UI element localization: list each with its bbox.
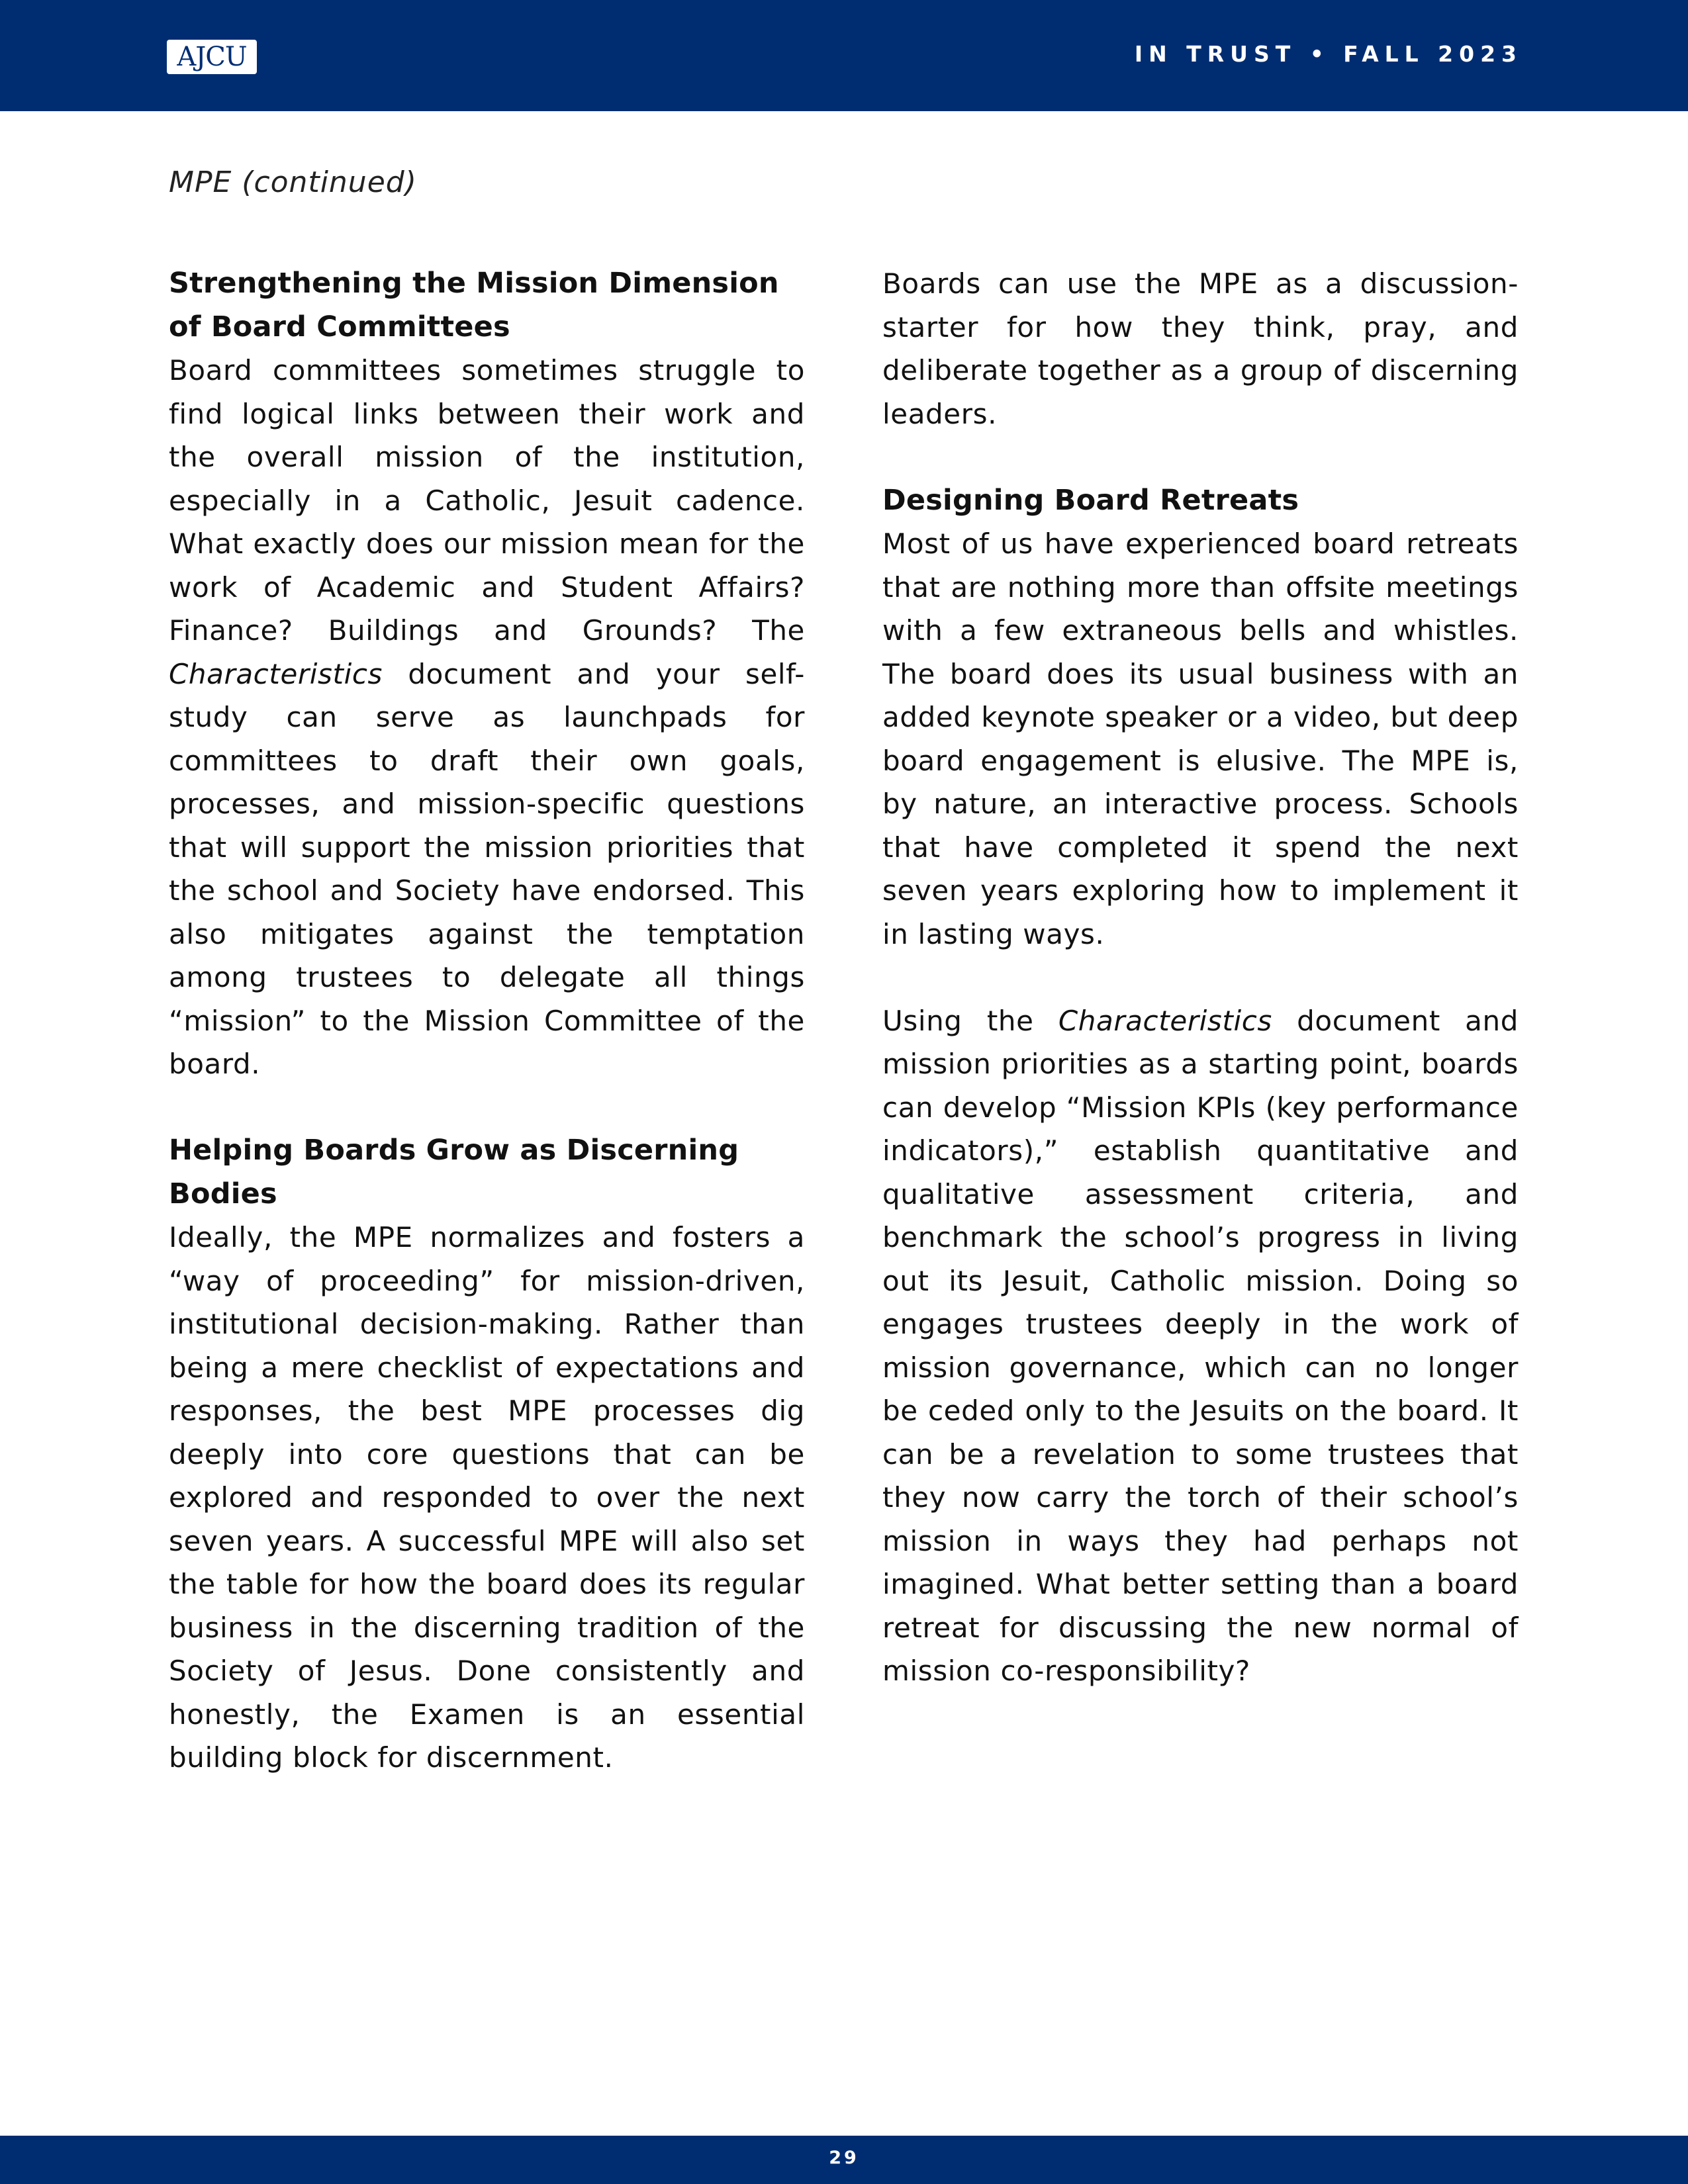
italic-title: Characteristics (1058, 1004, 1272, 1037)
body-paragraph: Ideally, the MPE normalizes and fosters a “way of proceeding” for mission-driven, institutional decision-making. Rather than being a mere checklist of expectations and responses, the best MPE processes dig deeply into core questions that can be explored and responded to over the next seven years. A successful MPE will also set the table for how the board does its regular business in the discerning tradition of the Society of Jesus. Done consistently and honestly, the Examen is an essential building block for discernment. (169, 1221, 805, 1774)
section-heading: Strengthening the Mission Dimension of Board Committees (169, 267, 779, 343)
text: Board committees sometimes struggle to find logical links between their work and the overall mission of the institution, especially in a Catholic, Jesuit cadence. What exactly does our mission mean for the work of Academic and Student Affairs? Finance? Buildings and Grounds? The (169, 354, 805, 647)
body-paragraph (169, 349, 805, 1086)
ajcu-logo (167, 40, 257, 74)
section-kicker: MPE (continued) (169, 165, 417, 199)
section-heading: Designing Board Retreats (882, 483, 1299, 517)
text: document and mission priorities as a starting point, boards can develop “Mission KPIs (key performance indicators),” establish quantitative and qualitative assessment criteria, and benchmark the school’s progress in living out its Jesuit, Catholic mission. Doing so engages trustees deeply in the work of mission governance, which can no longer be ceded only to the Jesuits on the board. It can be a revelation to some trustees that they now carry the torch of their school’s mission in ways they had perhaps not imagined. What better setting than a board retreat for discussing the new normal of mission co-responsibility? (882, 1004, 1519, 1687)
publication-title: IN TRUST • FALL 2023 (1134, 41, 1523, 67)
section-heading: Helping Boards Grow as Discerning Bodies (169, 1134, 739, 1210)
text: document and your self-study can serve as launchpads for committees to draft their own goals, processes, and mission-specific questions that will support the mission priorities that the school and Society have endorsed. This also mitigates against the temptation among trustees to delegate all things “mission” to the Mission Committee of the board. (169, 657, 805, 1080)
body-paragraph: Most of us have experienced board retreats that are nothing more than offsite meetings with a few extraneous bells and whistles. The board does its usual business with an added keynote speaker or a video, but deep board engagement is elusive. The MPE is, by nature, an interactive process. Schools that have completed it spend the next seven years exploring how to implement it in lasting ways. (882, 527, 1519, 950)
right-column (882, 262, 1519, 1736)
body-paragraph (882, 999, 1519, 1693)
text: Using the (882, 1004, 1058, 1037)
page-header (0, 0, 1688, 111)
page-footer (0, 2136, 1688, 2184)
logo-text: AJCU (177, 42, 247, 72)
italic-title: Characteristics (169, 657, 383, 690)
left-column (169, 262, 805, 1823)
body-paragraph: Boards can use the MPE as a discussion-starter for how they think, pray, and deliberate together as a group of discerning leaders. (882, 267, 1519, 430)
page-number: 29 (829, 2148, 859, 2168)
